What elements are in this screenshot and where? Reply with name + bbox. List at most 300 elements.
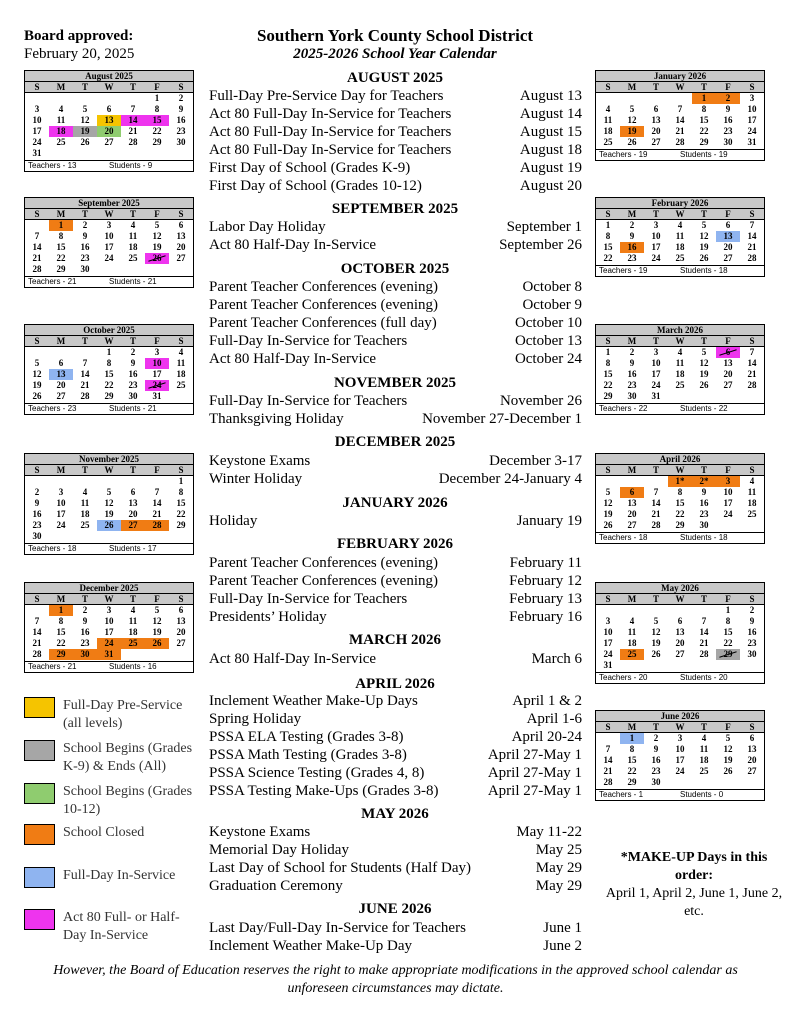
calendar-day: 21 — [603, 766, 613, 776]
event-row — [209, 159, 582, 177]
calendar-day: 3 — [749, 93, 755, 103]
event-name: Last Day of School for Students (Half Day) — [209, 860, 472, 876]
calendar-day: 12 — [699, 231, 709, 241]
empty-day-cell — [596, 605, 620, 616]
calendar-day: 26 — [723, 766, 733, 776]
empty-day-cell — [121, 148, 145, 159]
calendar-day: 18 — [176, 369, 186, 379]
calendar-day: 28 — [747, 253, 757, 263]
calendar-day: 2 — [629, 220, 635, 230]
event-name: Act 80 Half-Day In-Service — [209, 237, 377, 253]
calendar-day: 19 — [32, 380, 42, 390]
event-name: Parent Teacher Conferences (full day) — [209, 315, 437, 331]
calendar-day: 22 — [675, 509, 685, 519]
empty-day-cell — [145, 476, 169, 487]
weekday-label: M — [627, 209, 637, 219]
empty-day-cell — [620, 605, 644, 616]
calendar-day: 22 — [627, 766, 637, 776]
event-row — [209, 512, 582, 530]
event-date: February 16 — [509, 609, 582, 625]
weekday-label: F — [725, 336, 731, 346]
calendar-day: 28 — [675, 137, 685, 147]
weekday-label: S — [178, 336, 184, 346]
event-name: Parent Teacher Conferences (evening) — [209, 573, 438, 589]
legend-label: Full-Day In-Service — [63, 868, 176, 883]
month-section-heading: OCTOBER 2025 — [340, 261, 450, 277]
calendar-day: 5 — [653, 616, 659, 626]
calendar-day: 17 — [723, 498, 733, 508]
event-row — [209, 590, 582, 608]
calendar-day: 27 — [651, 137, 661, 147]
calendar-day: 30 — [651, 777, 661, 787]
month-calendar — [24, 324, 194, 415]
event-name: Spring Holiday — [209, 711, 302, 727]
calendar-day: 14 — [32, 242, 42, 252]
calendar-day: 9 — [130, 358, 136, 368]
legend-swatch-school-begins-10-12 — [24, 783, 55, 804]
empty-day-cell — [97, 476, 121, 487]
weekday-label: S — [749, 722, 755, 732]
calendar-day: 25 — [603, 137, 613, 147]
event-name: First Day of School (Grades 10-12) — [209, 178, 422, 194]
legend-item — [24, 909, 198, 945]
empty-day-cell — [716, 660, 740, 671]
calendar-day: 21 — [32, 638, 42, 648]
calendar-day: 25 — [620, 649, 644, 660]
calendar-day: 9 — [749, 616, 755, 626]
calendar-day: 19 — [152, 242, 162, 252]
calendar-day: 24 — [675, 766, 685, 776]
event-name: Keystone Exams — [209, 453, 311, 469]
event-row — [209, 877, 582, 895]
calendar-day: 28 — [651, 520, 661, 530]
month-calendar — [595, 70, 765, 161]
calendar-day: 13 — [49, 369, 73, 380]
calendar-day: 11 — [56, 115, 66, 125]
empty-day-cell — [620, 660, 644, 671]
calendar-day: 11 — [128, 231, 138, 241]
calendar-day: 25 — [80, 520, 90, 530]
student-day-count: Students - 16 — [109, 662, 157, 671]
calendar-day: 4 — [82, 487, 88, 497]
calendar-day: 22 — [56, 638, 66, 648]
calendar-day: 1 — [692, 93, 716, 104]
calendar-day: 23 — [723, 126, 733, 136]
event-date: June 1 — [543, 920, 582, 936]
calendar-day: 22 — [603, 380, 613, 390]
empty-day-cell — [25, 476, 49, 487]
teacher-day-count: Teachers - 18 — [28, 544, 77, 553]
calendar-day: 29 — [104, 391, 114, 401]
month-section-heading: SEPTEMBER 2025 — [331, 201, 459, 217]
calendar-day: 9 — [82, 231, 88, 241]
weekday-label: W — [675, 722, 685, 732]
weekday-label: M — [627, 465, 637, 475]
month-calendar — [595, 324, 765, 415]
calendar-day: 18 — [603, 126, 613, 136]
event-date: May 29 — [535, 878, 582, 894]
empty-day-cell — [97, 148, 121, 159]
empty-day-cell — [169, 148, 193, 159]
legend-swatch-school-closed — [24, 824, 55, 845]
calendar-day: 16 — [32, 509, 42, 519]
calendar-day: 5 — [154, 220, 160, 230]
calendar-day: 1 — [605, 220, 611, 230]
weekday-header — [25, 82, 193, 93]
board-approved-date: February 20, 2025 — [24, 46, 135, 62]
empty-day-cell — [596, 476, 620, 487]
calendar-day: 18 — [699, 755, 709, 765]
calendar-day: 24 — [651, 380, 661, 390]
calendar-day: 14 — [32, 627, 42, 637]
event-name: Thanksgiving Holiday — [209, 411, 344, 427]
month-calendar-counts — [25, 160, 193, 171]
calendar-day: 8 — [677, 487, 683, 497]
weekday-label: F — [725, 465, 731, 475]
calendar-day: 5 — [701, 347, 707, 357]
document-header — [200, 26, 590, 63]
event-date: February 12 — [509, 573, 582, 589]
weekday-label: F — [154, 336, 160, 346]
month-section-heading: JUNE 2026 — [358, 901, 432, 917]
month-section-heading: DECEMBER 2025 — [334, 434, 456, 450]
calendar-day: 30 — [32, 531, 42, 541]
calendar-day: 27 — [723, 380, 733, 390]
event-date: May 25 — [535, 842, 582, 858]
calendar-day: 9 — [629, 358, 635, 368]
calendar-day: 5 — [82, 104, 88, 114]
calendar-day: 13 — [97, 115, 121, 126]
calendar-day: 22 — [176, 509, 186, 519]
month-section-heading: AUGUST 2025 — [347, 70, 443, 86]
event-name: PSSA Math Testing (Grades 3-8) — [209, 747, 407, 763]
calendar-day: 14 — [80, 369, 90, 379]
weekday-label: F — [154, 465, 160, 475]
empty-day-cell — [716, 520, 740, 531]
calendar-day: 19 — [699, 242, 709, 252]
event-date: August 20 — [519, 178, 582, 194]
calendar-day: 24 — [747, 126, 757, 136]
month-calendar-counts — [596, 532, 764, 543]
calendar-day: 19 — [723, 755, 733, 765]
weekday-label: W — [104, 594, 114, 604]
calendar-day: 14 — [651, 498, 661, 508]
calendar-day: 2 — [82, 220, 88, 230]
empty-day-cell — [596, 733, 620, 744]
event-row — [209, 728, 582, 746]
weekday-header — [596, 209, 764, 220]
calendar-day: 8 — [701, 104, 707, 114]
calendar-days — [596, 347, 764, 403]
teacher-day-count: Teachers - 20 — [599, 673, 648, 682]
legend-label: School Begins (Grades K-9) & Ends (All) — [63, 741, 193, 774]
calendar-day: 20 — [97, 126, 121, 137]
calendar-day: 16 — [723, 115, 733, 125]
calendar-day: 1 — [106, 347, 112, 357]
calendar-day: 27 — [723, 253, 733, 263]
calendar-day: 1 — [725, 605, 731, 615]
event-row — [209, 470, 582, 488]
empty-day-cell — [740, 391, 764, 402]
calendar-day: 9 — [178, 104, 184, 114]
board-approved-block — [24, 27, 134, 63]
calendar-day: 5 — [106, 487, 112, 497]
event-row — [209, 392, 582, 410]
weekday-label: S — [178, 594, 184, 604]
weekday-label: S — [178, 209, 184, 219]
legend-swatch-in-service — [24, 867, 55, 888]
event-date: December 24-January 4 — [438, 471, 582, 487]
student-day-count: Students - 17 — [109, 544, 157, 553]
month-calendar-title: May 2026 — [596, 583, 764, 594]
event-name: Act 80 Half-Day In-Service — [209, 351, 377, 367]
month-calendar — [595, 582, 765, 684]
event-date: February 13 — [509, 591, 582, 607]
calendar-day: 5 — [154, 605, 160, 615]
teacher-day-count: Teachers - 1 — [599, 790, 644, 799]
weekday-header — [596, 594, 764, 605]
weekday-label: F — [154, 209, 160, 219]
weekday-label: T — [81, 209, 88, 219]
weekday-label: S — [749, 594, 755, 604]
empty-day-cell — [49, 93, 73, 104]
teacher-day-count: Teachers - 21 — [28, 277, 77, 286]
calendar-day: 17 — [603, 638, 613, 648]
month-calendar-title: November 2025 — [25, 454, 193, 465]
calendar-day: 20 — [723, 242, 733, 252]
empty-day-cell — [145, 649, 169, 660]
weekday-label: T — [129, 82, 136, 92]
event-row — [209, 177, 582, 195]
calendar-day: 3 — [605, 616, 611, 626]
calendar-day: 1 — [49, 605, 73, 616]
calendar-day: 27 — [176, 253, 186, 263]
calendar-day: 23 — [128, 380, 138, 390]
calendar-day: 12 — [651, 627, 661, 637]
event-row — [209, 314, 582, 332]
weekday-label: S — [34, 465, 40, 475]
empty-day-cell — [692, 660, 716, 671]
calendar-day: 6 — [725, 220, 731, 230]
event-date: August 18 — [519, 142, 582, 158]
calendar-day: 4 — [130, 605, 136, 615]
calendar-day: 25 — [56, 137, 66, 147]
calendar-day: 20 — [651, 126, 661, 136]
event-name: Act 80 Full-Day In-Service for Teachers — [209, 124, 452, 140]
calendar-day: 12 — [699, 358, 709, 368]
empty-day-cell — [49, 347, 73, 358]
calendar-day: 21 — [747, 369, 757, 379]
calendar-days — [596, 605, 764, 672]
calendar-day: 19 — [73, 126, 97, 137]
weekday-label: F — [154, 82, 160, 92]
calendar-day: 8 — [178, 487, 184, 497]
calendar-day: 19 — [152, 627, 162, 637]
event-name: PSSA ELA Testing (Grades 3-8) — [209, 729, 404, 745]
calendar-day: 24 — [603, 649, 613, 659]
calendar-day: 21 — [80, 380, 90, 390]
empty-day-cell — [121, 531, 145, 542]
calendar-day: 16 — [651, 755, 661, 765]
district-title: Southern York County School District — [256, 26, 534, 45]
calendar-day: 30 — [699, 520, 709, 530]
weekday-label: M — [627, 82, 637, 92]
event-row — [209, 332, 582, 350]
calendar-day: 16 — [620, 242, 644, 253]
empty-day-cell — [692, 391, 716, 402]
calendar-day: 24 — [104, 253, 114, 263]
legend-label: Full-Day Pre-Service (all levels) — [63, 698, 183, 731]
weekday-label: T — [700, 82, 707, 92]
calendar-day: 4 — [58, 104, 64, 114]
month-calendar-title: April 2026 — [596, 454, 764, 465]
empty-day-cell — [740, 777, 764, 788]
calendar-day: 10 — [603, 627, 613, 637]
empty-day-cell — [121, 264, 145, 275]
calendar-days — [596, 93, 764, 149]
legend-swatch-school-begins-ends — [24, 740, 55, 761]
calendar-day: 21 — [675, 126, 685, 136]
calendar-day: 29 — [152, 137, 162, 147]
calendar-day: 8 — [106, 358, 112, 368]
calendar-day: 15 — [145, 115, 169, 126]
calendar-day: 27 — [56, 391, 66, 401]
calendar-day: 10 — [145, 358, 169, 369]
event-name: Full-Day Pre-Service Day for Teachers — [209, 88, 444, 104]
student-day-count: Students - 21 — [109, 404, 157, 413]
calendar-day: 26 — [97, 520, 121, 531]
event-name: Act 80 Full-Day In-Service for Teachers — [209, 106, 452, 122]
month-calendar — [24, 582, 194, 673]
calendar-day: 2 — [749, 605, 755, 615]
calendar-day: 7 — [130, 104, 136, 114]
calendar-day: 14 — [603, 755, 613, 765]
weekday-label: T — [129, 465, 136, 475]
event-row — [209, 350, 582, 368]
calendar-day: 25 — [747, 509, 757, 519]
calendar-day: 11 — [675, 231, 685, 241]
calendar-day: 20 — [128, 509, 138, 519]
empty-day-cell — [25, 347, 49, 358]
calendar-day: 23 — [80, 253, 90, 263]
calendar-day: 7 — [82, 358, 88, 368]
calendar-day: 12 — [152, 616, 162, 626]
month-section-heading: APRIL 2026 — [355, 676, 435, 692]
event-row — [209, 841, 582, 859]
calendar-day: 19 — [651, 638, 661, 648]
calendar-day: 11 — [627, 627, 637, 637]
weekday-label: M — [56, 82, 66, 92]
footer-disclaimer: However, the Board of Education reserves the right to make appropriate modifications in the approved school calendar as unforeseen circumstances may dictate. — [53, 963, 738, 996]
calendar-day: 1 — [605, 347, 611, 357]
empty-day-cell — [73, 531, 97, 542]
event-date: October 8 — [522, 279, 582, 295]
empty-day-cell — [25, 605, 49, 616]
calendar-day: 17 — [56, 509, 66, 519]
event-name: Parent Teacher Conferences (evening) — [209, 279, 438, 295]
event-row — [209, 650, 582, 668]
month-calendar-title: January 2026 — [596, 71, 764, 82]
weekday-header — [25, 594, 193, 605]
calendar-day: 28 — [603, 777, 613, 787]
makeup-body: April 1, April 2, June 1, June 2, etc. — [605, 886, 783, 919]
makeup-title: *MAKE-UP Days in this order: — [620, 850, 768, 883]
empty-day-cell — [145, 531, 169, 542]
weekday-label: W — [675, 82, 685, 92]
calendar-day: 2 — [178, 93, 184, 103]
month-calendar-counts — [25, 661, 193, 672]
calendar-day: 26 — [603, 520, 613, 530]
event-name: Inclement Weather Make-Up Days — [209, 693, 418, 709]
calendar-day: 5 — [629, 104, 635, 114]
empty-day-cell — [668, 391, 692, 402]
calendar-day: 26 — [699, 253, 709, 263]
calendar-day: 11 — [603, 115, 613, 125]
calendar-day: 20 — [56, 380, 66, 390]
empty-day-cell — [692, 605, 716, 616]
weekday-label: T — [700, 209, 707, 219]
calendar-day: 24 — [97, 638, 121, 649]
weekday-header — [25, 465, 193, 476]
calendar-day: 6 — [749, 733, 755, 743]
calendar-day: 13 — [176, 616, 186, 626]
calendar-day: 6 — [178, 220, 184, 230]
calendar-day: 28 — [145, 520, 169, 531]
event-row — [209, 87, 582, 105]
calendar-day: 29 — [716, 649, 740, 660]
calendar-day: 24 — [56, 520, 66, 530]
empty-day-cell — [121, 93, 145, 104]
calendar-day: 23 — [176, 126, 186, 136]
calendar-day: 2 — [82, 605, 88, 615]
event-date: October 10 — [514, 315, 582, 331]
calendar-day: 20 — [675, 638, 685, 648]
weekday-label: F — [725, 594, 731, 604]
calendar-day: 8 — [725, 616, 731, 626]
calendar-day: 5 — [701, 220, 707, 230]
empty-day-cell — [644, 605, 668, 616]
calendar-day: 9 — [701, 487, 707, 497]
calendar-day: 12 — [603, 498, 613, 508]
calendar-day: 10 — [651, 358, 661, 368]
weekday-label: F — [154, 594, 160, 604]
event-row — [209, 823, 582, 841]
calendar-day: 24 — [651, 253, 661, 263]
month-section-heading: JANUARY 2026 — [342, 495, 448, 511]
calendar-day: 3 — [677, 733, 683, 743]
weekday-label: T — [129, 594, 136, 604]
calendar-day: 19 — [699, 369, 709, 379]
calendar-day: 9 — [629, 231, 635, 241]
calendar-day: 11 — [699, 744, 709, 754]
calendar-day: 3 — [58, 487, 64, 497]
calendar-day: 7 — [677, 104, 683, 114]
calendar-day: 17 — [651, 242, 661, 252]
calendar-day: 17 — [104, 242, 114, 252]
calendar-day: 27 — [675, 649, 685, 659]
calendar-day: 23 — [627, 380, 637, 390]
calendar-day: 14 — [747, 358, 757, 368]
calendar-day: 29 — [699, 137, 709, 147]
calendar-day: 30 — [176, 137, 186, 147]
teacher-day-count: Teachers - 19 — [599, 266, 648, 275]
calendar-day: 8 — [154, 104, 160, 114]
calendar-day: 3 — [106, 605, 112, 615]
calendar-day: 25 — [675, 380, 685, 390]
calendar-day: 20 — [176, 627, 186, 637]
event-row — [209, 692, 582, 710]
empty-day-cell — [97, 93, 121, 104]
